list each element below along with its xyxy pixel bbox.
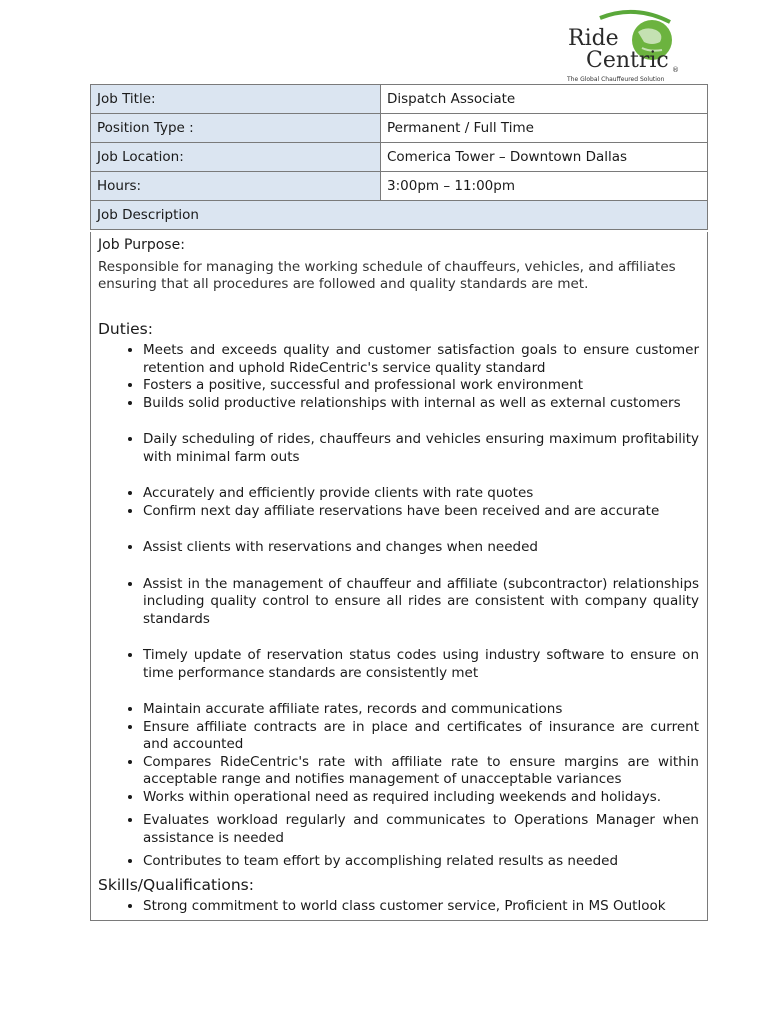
job-location-label: Job Location: (91, 143, 381, 172)
job-title-value: Dispatch Associate (381, 85, 708, 114)
duty-item: • Assist clients with reservations and changes when needed (143, 539, 699, 557)
job-title-label: Job Title: (91, 85, 381, 114)
duty-item: • Works within operational need as required including weekends and holidays. (143, 789, 699, 807)
row-position-type (91, 114, 708, 143)
skills-heading: Skills/Qualifications: (98, 875, 254, 894)
duty-item: • Builds solid productive relationships with internal as well as external customers (143, 395, 699, 413)
row-job-location (91, 143, 708, 172)
duty-item: • Ensure affiliate contracts are in place and certificates of insurance are current and accounted (143, 719, 699, 754)
duty-item: • Compares RideCentric's rate with affiliate rate to ensure margins are within acceptable range and notifies management of unacceptable variances (143, 754, 699, 789)
duty-item: • Daily scheduling of rides, chauffeurs and vehicles ensuring maximum profitability with minimal farm outs (143, 431, 699, 466)
row-job-description-header (91, 201, 708, 230)
duty-item: • Timely update of reservation status codes using industry software to ensure on time performance standards are consistently met (143, 647, 699, 682)
position-type-label: Position Type : (91, 114, 381, 143)
position-type-value: Permanent / Full Time (381, 114, 708, 143)
row-job-title (91, 85, 708, 114)
job-description-header: Job Description (91, 201, 708, 230)
job-location-value: Comerica Tower – Downtown Dallas (381, 143, 708, 172)
duties-heading: Duties: (98, 319, 153, 338)
job-purpose-heading: Job Purpose: (98, 237, 185, 253)
duty-item: • Evaluates workload regularly and communicates to Operations Manager when assistance is needed (143, 812, 699, 847)
skill-item: • Strong commitment to world class customer service, Proficient in MS Outlook (143, 898, 699, 916)
duty-item: • Accurately and efficiently provide clients with rate quotes (143, 485, 699, 503)
row-hours (91, 172, 708, 201)
duty-item: • Assist in the management of chauffeur and affiliate (subcontractor) relationships including quality control to ensure all rides are consistent with company quality standards (143, 576, 699, 629)
ridecentric-logo (560, 8, 690, 86)
duty-item: • Confirm next day affiliate reservations have been received and are accurate (143, 503, 699, 521)
duty-item: • Maintain accurate affiliate rates, records and communications (143, 701, 699, 719)
duty-item: • Fosters a positive, successful and professional work environment (143, 377, 699, 395)
duties-list (98, 342, 699, 871)
registered-mark: ® (672, 66, 679, 74)
job-info-table (90, 84, 708, 230)
hours-value: 3:00pm – 11:00pm (381, 172, 708, 201)
skills-list (98, 898, 699, 916)
duty-item: • Contributes to team effort by accomplishing related results as needed (143, 853, 699, 871)
job-purpose-text: Responsible for managing the working schedule of chauffeurs, vehicles, and affiliates ensuring that all procedures are followed and quality standards are met. (98, 258, 676, 292)
duty-item: • Meets and exceeds quality and customer satisfaction goals to ensure customer retention and uphold RideCentric's service quality standard (143, 342, 699, 377)
logo-word-centric: Centric (586, 48, 669, 73)
hours-label: Hours: (91, 172, 381, 201)
logo-tagline: The Global Chauffeured Solution (567, 76, 665, 83)
logo-word-ride: Ride (568, 26, 619, 51)
job-description-body (90, 232, 708, 921)
